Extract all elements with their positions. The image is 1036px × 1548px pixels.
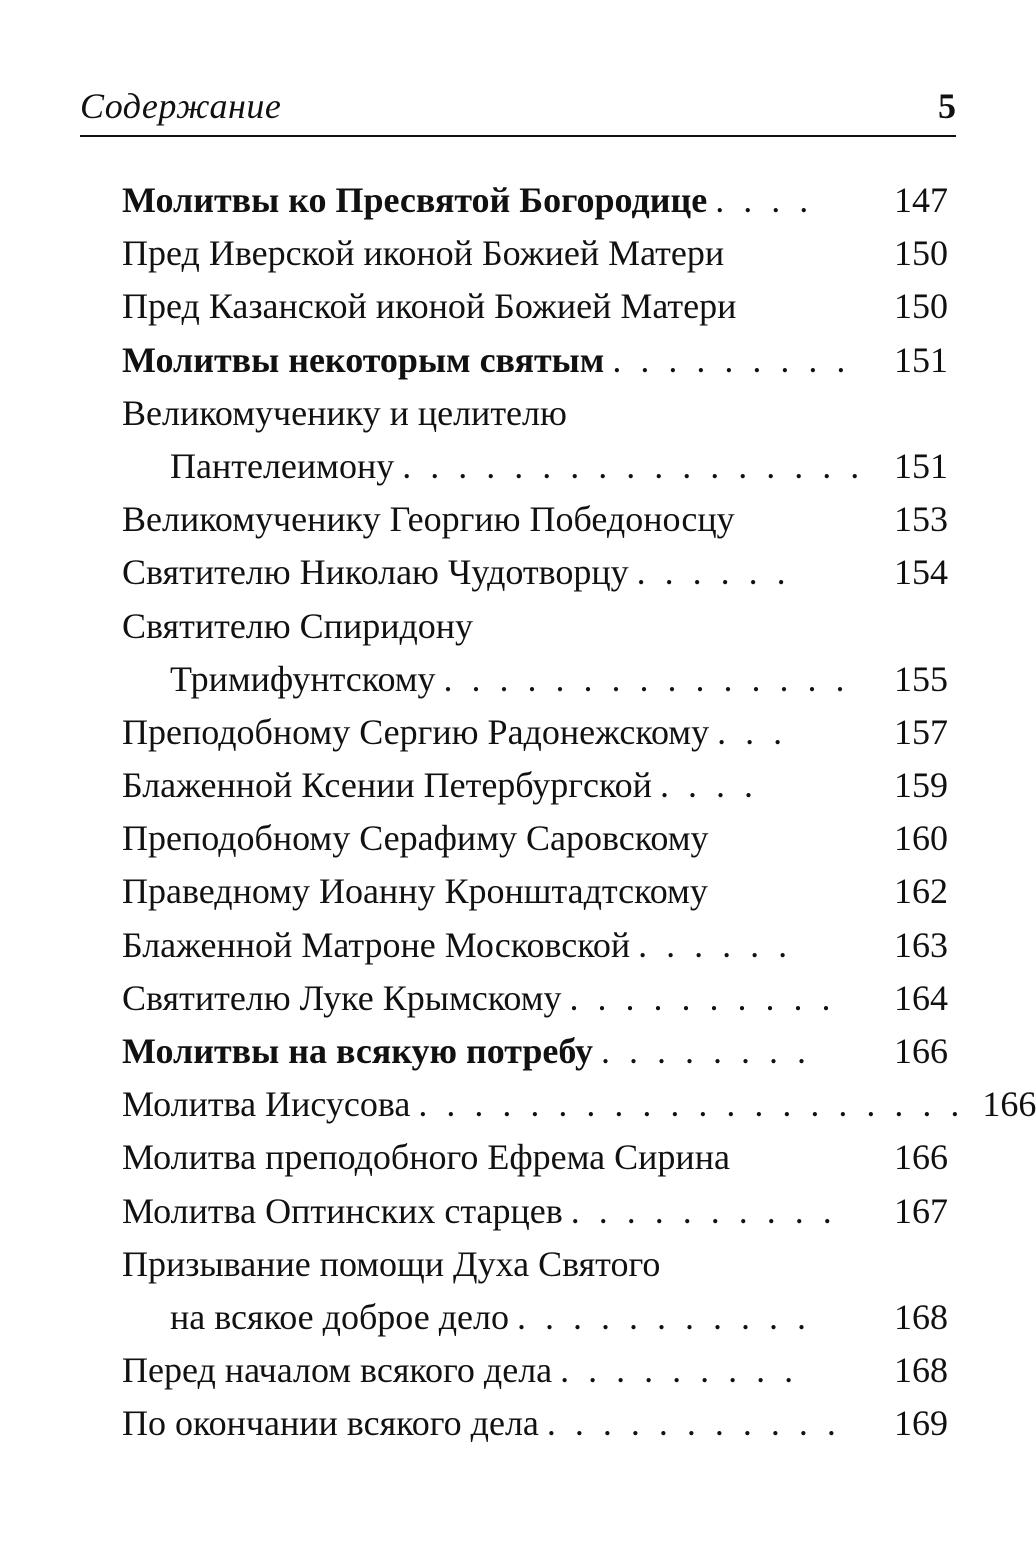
toc-entry-page-number: 151 <box>894 339 948 380</box>
toc-entry-title: Пред Казанской иконой Божией Матери <box>122 286 737 327</box>
toc-entry-title: Великомученику Георгию Победоносцу <box>122 499 735 540</box>
toc-entry-line <box>122 227 948 280</box>
dot-leader: . . . . . . <box>636 552 791 593</box>
toc-entry-page-number: 155 <box>894 658 948 699</box>
dot-leader: . . . . . . . . . . . . . . . . . . . . <box>418 1084 965 1125</box>
toc-entry-page-number: 163 <box>894 924 948 965</box>
toc-entry-second-line <box>122 440 948 493</box>
toc-section-heading <box>122 334 948 387</box>
toc-entry <box>122 706 948 759</box>
toc-entry-first-line <box>122 387 948 440</box>
toc-entry-page-number: 147 <box>894 180 948 220</box>
toc-entry-line <box>122 706 948 759</box>
toc-entry-line <box>122 1131 948 1184</box>
toc-entry <box>122 1078 1036 1131</box>
toc-entry-title: Святителю Луке Крымскому <box>122 977 562 1018</box>
toc-entry-page-number: 160 <box>894 818 948 859</box>
toc-entry <box>122 280 948 333</box>
dot-leader: . . . . <box>659 765 758 806</box>
toc-entry-line <box>122 546 948 599</box>
toc-entry <box>122 1131 948 1184</box>
toc-entry-title: Молитва Оптинских старцев <box>122 1190 563 1231</box>
page-number: 5 <box>938 86 956 126</box>
toc-entry-page-number: 169 <box>894 1403 948 1444</box>
dot-leader: . . . . . . . . <box>601 1031 812 1071</box>
toc-entry-line <box>122 1397 948 1450</box>
toc-entry-title: Призывание помощи Духа Святого <box>122 1243 661 1284</box>
header-rule <box>80 135 956 137</box>
toc-entry <box>122 865 948 918</box>
toc-section-heading <box>122 1025 948 1078</box>
toc-entry <box>122 919 948 972</box>
toc-entry-page-number: 164 <box>894 977 948 1018</box>
toc-entry-second-line <box>122 653 948 706</box>
toc-entry <box>122 1344 948 1397</box>
dot-leader: . . . <box>717 711 788 752</box>
toc-entry-line <box>122 865 948 918</box>
dot-leader: . . . . . . . . . . <box>569 977 836 1018</box>
toc-entry-page-number: 168 <box>894 1350 948 1391</box>
toc-entry-title: Блаженной Матроне Московской <box>122 924 631 965</box>
dot-leader: . . . . . . . . . . . . . . . . . <box>402 445 865 486</box>
toc-entry-line <box>122 174 948 227</box>
dot-leader: . . . . . . . . . <box>612 339 851 380</box>
toc-entry <box>122 1238 948 1344</box>
toc-entry-title: Блаженной Ксении Петербургской <box>122 765 652 806</box>
toc-entry-title: Молитва Иисусова <box>122 1084 411 1125</box>
toc-entry-line <box>122 1185 948 1238</box>
toc-entry-page-number: 157 <box>894 711 948 752</box>
dot-leader: . . . . . . . . . . . <box>546 1403 841 1444</box>
toc-entry <box>122 227 948 280</box>
toc-entry-title: Святителю Спиридону <box>122 605 474 646</box>
toc-entry-title: Преподобному Сергию Радонежскому <box>122 711 710 752</box>
toc-entry-title: Преподобному Серафиму Саровскому <box>122 818 709 859</box>
toc-entry-line <box>122 1025 948 1078</box>
toc-entry-title-continuation: на всякое доброе дело <box>170 1296 509 1337</box>
toc-entry-title: Перед началом всякого дела <box>122 1350 553 1391</box>
toc-entry-page-number: 166 <box>894 1137 948 1178</box>
toc-entry-title: Молитвы некоторым святым <box>122 339 605 380</box>
toc-entry-title-continuation: Тримифунтскому <box>170 658 436 699</box>
toc-entry-page-number: 154 <box>894 552 948 593</box>
toc-entry-title: Молитвы на всякую потребу <box>122 1031 594 1071</box>
toc-entry-line <box>122 280 948 333</box>
dot-leader: . . . . <box>715 180 814 220</box>
toc-entry <box>122 1397 948 1450</box>
toc-entry-title: Святителю Николаю Чудотворцу <box>122 552 629 593</box>
dot-leader: . . . . . . . . . . <box>570 1190 837 1231</box>
dot-leader: . . . . . . . . . . . <box>516 1296 811 1337</box>
toc-entry <box>122 812 948 865</box>
toc-entry-page-number: 151 <box>894 445 948 486</box>
toc-entry-page-number: 166 <box>894 1031 948 1071</box>
toc-entry-line <box>122 759 948 812</box>
toc-entry-line <box>122 812 948 865</box>
toc-entry-title: Молитвы ко Пресвятой Богородице <box>122 180 708 220</box>
toc-entry-page-number: 168 <box>894 1296 948 1337</box>
toc-entry <box>122 972 948 1025</box>
toc-entry-page-number: 150 <box>894 286 948 327</box>
toc-entry <box>122 759 948 812</box>
toc-entry-line <box>122 334 948 387</box>
toc-entry <box>122 1185 948 1238</box>
toc-entry-first-line <box>122 600 948 653</box>
toc-section-heading <box>122 174 948 227</box>
toc-entry-title: Пред Иверской иконой Божией Матери <box>122 233 725 274</box>
toc-entry-title: Великомученику и целителю <box>122 392 567 433</box>
table-of-contents <box>122 174 1036 1451</box>
toc-entry-line <box>122 1078 1036 1131</box>
toc-entry-page-number: 167 <box>894 1190 948 1231</box>
toc-entry <box>122 493 948 546</box>
running-head <box>80 82 956 130</box>
toc-entry-line <box>122 919 948 972</box>
toc-entry-line <box>122 1344 948 1397</box>
toc-entry-page-number: 166 <box>982 1084 1036 1125</box>
toc-entry-page-number: 159 <box>894 765 948 806</box>
toc-entry-title: По окончании всякого дела <box>122 1403 539 1444</box>
section-title: Содержание <box>80 86 282 126</box>
toc-entry-line <box>122 493 948 546</box>
toc-entry <box>122 546 948 599</box>
toc-entry-first-line <box>122 1238 948 1291</box>
toc-entry <box>122 387 948 493</box>
dot-leader: . . . . . . <box>638 924 793 965</box>
toc-entry-page-number: 150 <box>894 233 948 274</box>
toc-entry-title: Молитва преподобного Ефрема Сирина <box>122 1137 730 1178</box>
dot-leader: . . . . . . . . . . . . . . . <box>443 658 850 699</box>
toc-entry-page-number: 162 <box>894 871 948 912</box>
toc-entry-title: Праведному Иоанну Кронштадтскому <box>122 871 708 912</box>
toc-entry <box>122 600 948 706</box>
toc-entry-page-number: 153 <box>894 499 948 540</box>
toc-entry-title-continuation: Пантелеимону <box>170 445 395 486</box>
dot-leader: . . . . . . . . . <box>560 1350 799 1391</box>
toc-entry-second-line <box>122 1291 948 1344</box>
toc-entry-line <box>122 972 948 1025</box>
